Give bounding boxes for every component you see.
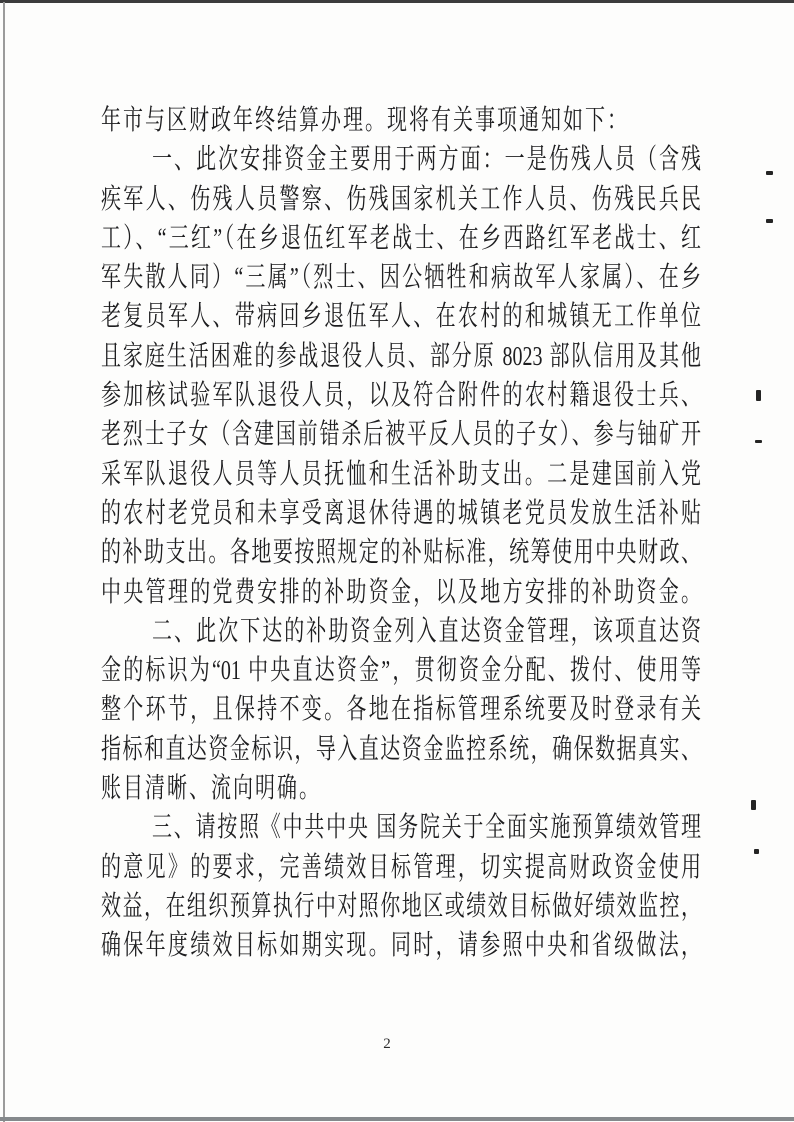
scan-speck — [756, 390, 761, 401]
text-line: 参加核试验军队退役人员，以及符合附件的农村籍退役士兵、 — [101, 380, 701, 412]
scan-speck — [751, 800, 756, 810]
text-line: 年市与区财政年终结算办理。现将有关事项通知如下： — [101, 105, 629, 136]
text-line: 指标和直达资金标识，导入直达资金监控系统，确保数据真实、 — [101, 734, 701, 765]
text-line: 中央管理的党费安排的补助资金，以及地方安排的补助资金。 — [101, 577, 701, 608]
text-line: 整个环节，且保持不变。各地在指标管理系统要及时登录有关 — [101, 695, 701, 726]
scan-speck — [766, 219, 773, 223]
text-line: 工）、“三红”（在乡退伍红军老战士、在乡西路红军老战士、红 — [101, 223, 701, 254]
text-line: 且家庭生活困难的参战退役人员、部分原 8023 部队信用及其他 — [101, 341, 701, 372]
scan-speck — [766, 171, 773, 175]
text-line: 确保年度绩效目标如期实现。同时，请参照中央和省级做法， — [101, 930, 701, 962]
text-line: 疾军人、伤残人员警察、伤残国家机关工作人员、伤残民兵民 — [101, 184, 701, 215]
scan-speck — [754, 849, 759, 854]
text-line: 的补助支出。各地要按照规定的补贴标准，统筹使用中央财政、 — [101, 537, 701, 569]
document-body-text — [101, 102, 701, 967]
text-line: 二、此次下达的补助资金列入直达资金管理，该项直达资 — [152, 616, 701, 647]
text-line: 效益，在组织预算执行中对照你地区或绩效目标做好绩效监控， — [101, 891, 701, 922]
text-line: 金的标识为“01 中央直达资金”，贯彻资金分配、拨付、使用等 — [101, 655, 701, 687]
scan-edge-top — [0, 0, 794, 3]
text-line: 一、此次安排资金主要用于两方面：一是伤残人员（含残 — [152, 144, 701, 176]
scan-edge-left — [3, 2, 5, 1122]
page-number: 2 — [383, 1036, 391, 1052]
text-line: 老复员军人、带病回乡退伍军人、在农村的和城镇无工作单位 — [101, 302, 701, 333]
scan-speck — [755, 440, 762, 443]
text-line: 账目清晰、流向明确。 — [101, 773, 321, 804]
text-line: 老烈士子女（含建国前错杀后被平反人员的子女）、参与铀矿开 — [101, 419, 701, 451]
text-line: 军失散人同）“三属”（烈士、因公牺牲和病故军人家属）、在乡 — [101, 262, 701, 294]
text-line: 三、请按照《中共中央 国务院关于全面实施预算绩效管理 — [152, 812, 701, 844]
scan-edge-bottom — [0, 1117, 794, 1121]
text-line: 的农村老党员和未享受离退休待遇的城镇老党员发放生活补贴 — [101, 498, 701, 529]
text-line: 的意见》的要求，完善绩效目标管理，切实提高财政资金使用 — [101, 852, 701, 883]
text-line: 采军队退役人员等人员抚恤和生活补助支出。二是建国前入党 — [101, 459, 701, 490]
